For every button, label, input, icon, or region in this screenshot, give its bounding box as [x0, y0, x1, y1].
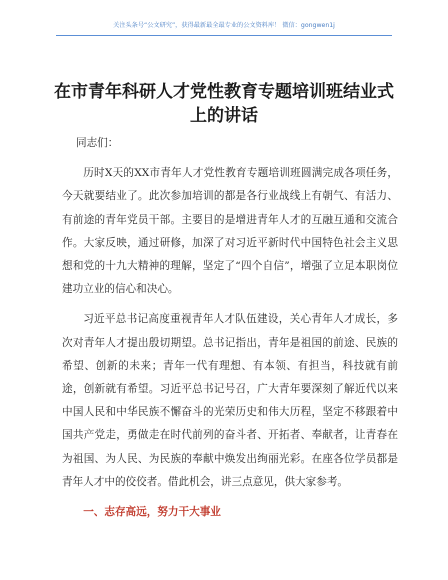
paragraph-2: 习近平总书记高度重视青年人才队伍建设，关心青年人才成长，多次对青年人才提出殷切期望。总书记指出，青年是祖国的前途、民族的希望、创新的未来；青年一代有理想、有本领、有担当，科技就有前途，创新就有希望。习近平总书记号召，广大青年要深刻了解近代以来中国人民和中华民族不懈奋斗的光荣历史和伟大历程，坚定不移跟着中国共产党走，勇做走在时代前列的奋斗者、开拓者、奉献者，让青春在为祖国、为人民、为民族的奉献中焕发出绚丽光彩。在座各位学员都是青年人才中的佼佼者。借此机会，讲三点意见，供大家参考。 — [62, 313, 398, 488]
paragraph-1: 历时X天的XX市青年人才党性教育专题培训班圆满完成各项任务，今天就要结业了。此次参加培训的都是各行业战线上有朝气、有活力、有前途的青年党员干部。主要目的是增进青年人才的互融互通和交流合作。大家反映，通过研修，加深了对习近平新时代中国特色社会主义思想和党的十九大精神的理解，坚定了“四个自信”，增强了立足本职岗位建功立业的信心和决心。 — [62, 167, 398, 296]
salutation: 同志们： — [76, 137, 119, 149]
header-banner: 关注头条号“公文研究”，获得最新最全最专业的公文资料库！ 微信：gongwen1j — [113, 22, 335, 29]
section-heading: 一、志存高远，努力干大事业 — [83, 506, 221, 519]
header-divider — [56, 35, 392, 36]
document-title: 在市青年科研人才党性教育专题培训班结业式上的讲话 — [54, 82, 394, 126]
document-body — [62, 132, 398, 531]
